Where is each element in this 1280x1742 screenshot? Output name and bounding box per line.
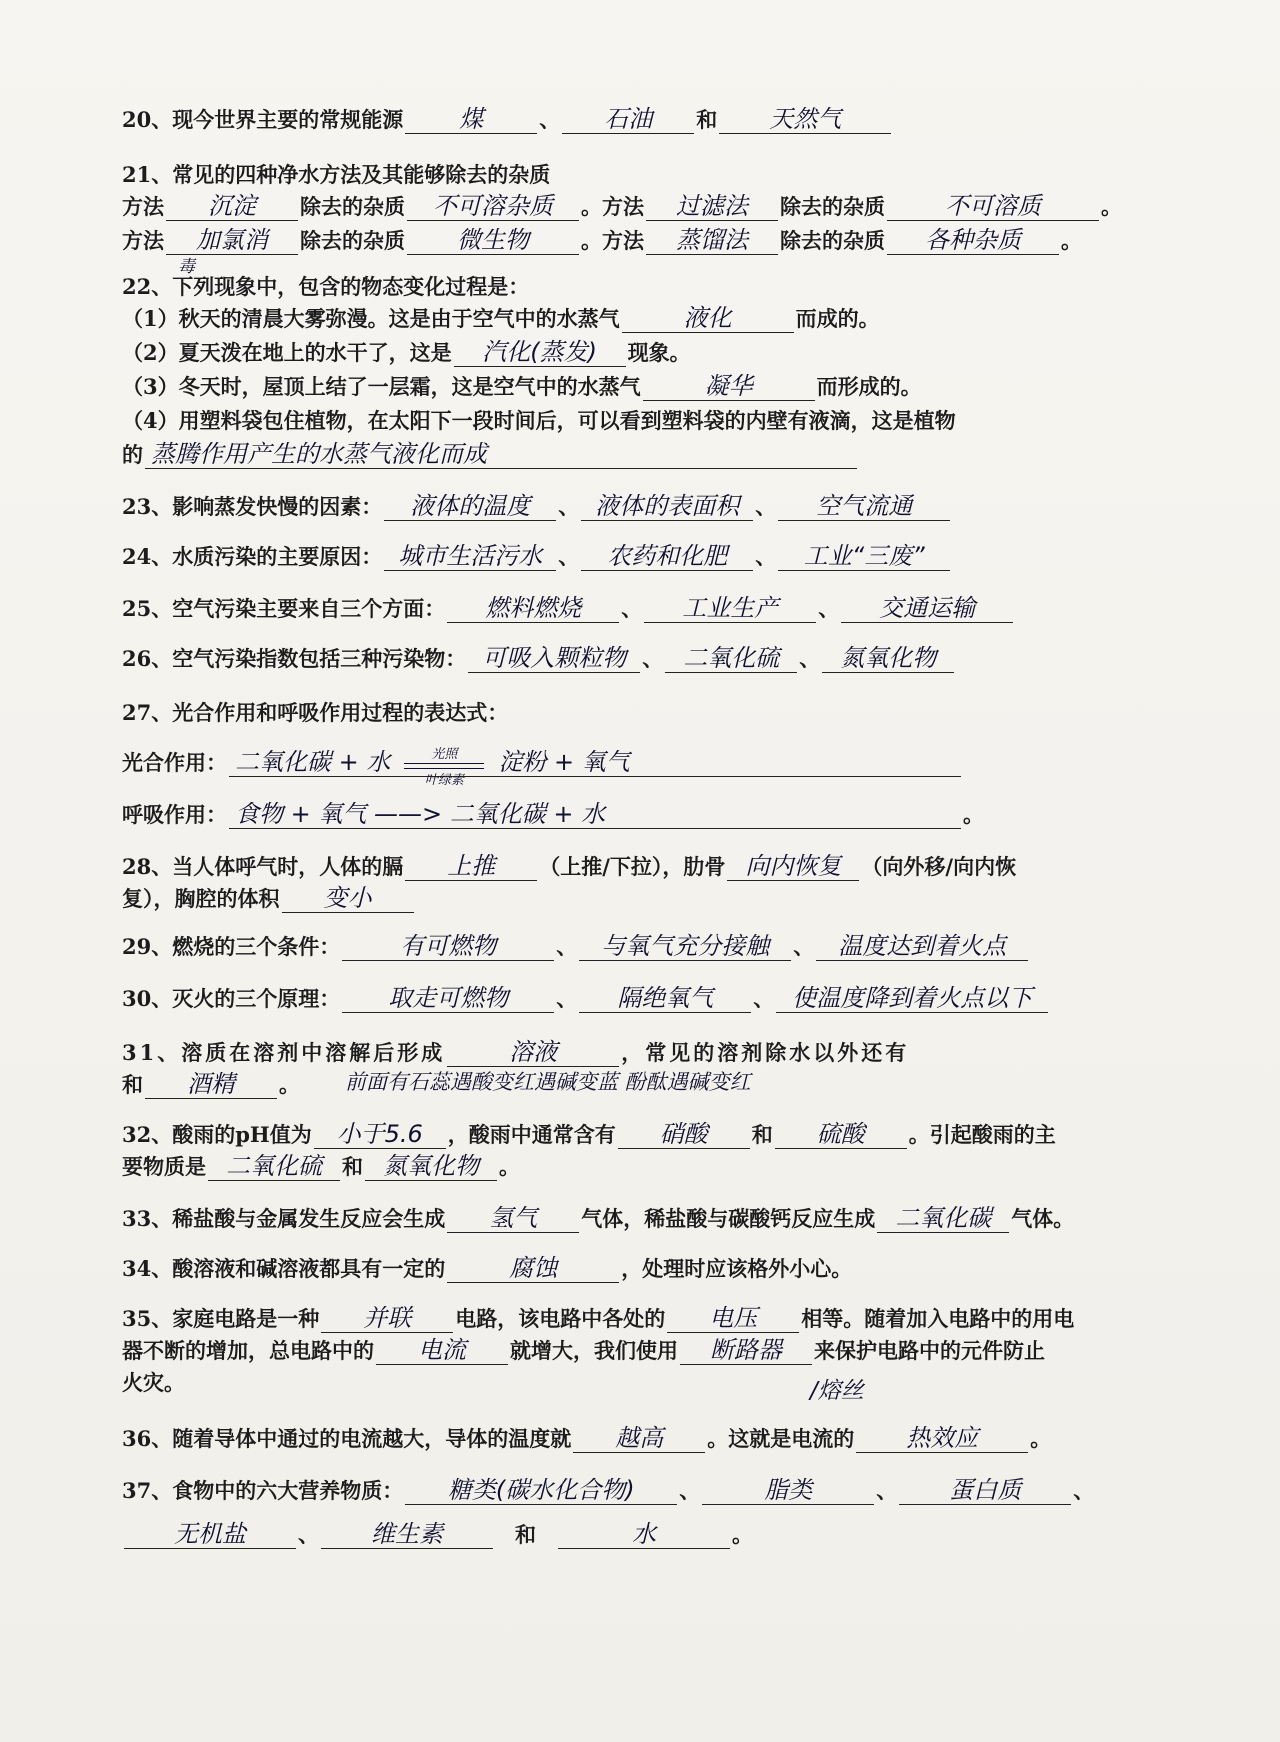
question-28-line2 xyxy=(122,884,1122,914)
question-20 xyxy=(122,105,1122,135)
question-22-part4: （4）用塑料袋包住植物，在太阳下一段时间后，可以看到塑料袋的内壁有液滴，这是植物 xyxy=(122,408,956,433)
answer-blank[interactable]: 小于5.6 xyxy=(314,1120,446,1149)
question-text: 要物质是 xyxy=(122,1154,206,1179)
answer-blank[interactable]: 隔绝氧气 xyxy=(579,984,751,1013)
answer-blank[interactable]: 维生素 xyxy=(321,1520,493,1549)
question-text: 34、酸溶液和碱溶液都具有一定的 xyxy=(122,1256,446,1281)
label: 除去的杂质 xyxy=(780,194,885,219)
handwritten-note: /熔丝 xyxy=(810,1378,864,1404)
question-27-photosynthesis xyxy=(122,747,1122,788)
answer-blank[interactable]: 水 xyxy=(558,1520,730,1549)
question-35-line3: 火灾。 xyxy=(122,1370,185,1395)
question-24: 24、水质污染的主要原因： 城市生活污水 、 农药和化肥 、 工业“三废” xyxy=(122,542,1122,572)
question-text: ，酸雨中通常含有 xyxy=(447,1122,616,1147)
question-25: 25、空气污染主要来自三个方面： 燃料燃烧 、 工业生产 、 交通运输 xyxy=(122,594,1122,624)
answer-blank[interactable]: 二氧化硫 xyxy=(665,644,797,673)
answer-blank[interactable]: 不可溶质 xyxy=(887,192,1099,221)
question-text: 23、影响蒸发快慢的因素： xyxy=(122,494,383,519)
question-26: 26、空气污染指数包括三种污染物： 可吸入颗粒物 、 二氧化硫 、 氮氧化物 xyxy=(122,644,1122,674)
answer-blank[interactable]: 溶液 xyxy=(447,1038,619,1067)
answer-blank[interactable]: 液体的温度 xyxy=(384,492,556,521)
answer-blank[interactable]: 不可溶杂质 xyxy=(407,192,579,221)
question-text: 29、燃烧的三个条件： xyxy=(122,934,341,959)
question-text: （上推/下拉），肋骨 xyxy=(539,854,726,879)
label: 方法 xyxy=(122,228,164,253)
question-text: 。 xyxy=(1030,1426,1052,1451)
question-31-line1 xyxy=(122,1038,1122,1068)
answer-blank[interactable]: 取走可燃物 xyxy=(342,984,554,1013)
answer-blank[interactable]: 二氧化碳 xyxy=(877,1204,1009,1233)
question-text: 37、食物中的六大营养物质： xyxy=(122,1478,404,1503)
question-22-part1 xyxy=(122,304,1122,334)
question-text: （3）冬天时，屋顶上结了一层霜，这是空气中的水蒸气 xyxy=(122,374,641,399)
answer-blank[interactable]: 城市生活污水 xyxy=(384,542,556,571)
answer-blank[interactable]: 工业“三废” xyxy=(778,542,950,571)
answer-blank[interactable]: 无机盐 xyxy=(124,1520,296,1549)
condition-top: 光照 xyxy=(431,747,458,762)
answer-blank[interactable]: 微生物 xyxy=(407,226,579,255)
handwritten-note: 毒 xyxy=(178,257,195,277)
answer-blank[interactable]: 煤 xyxy=(405,105,537,134)
equation-reactants: 二氧化碳 + 水 xyxy=(235,748,391,776)
question-22-title: 22、下列现象中，包含的物态变化过程是： xyxy=(122,274,530,299)
answer-blank[interactable] xyxy=(229,747,961,788)
question-text: ，处理时应该格外小心。 xyxy=(621,1256,853,1281)
question-text: 32、酸雨的pH值为 xyxy=(122,1122,312,1147)
answer-blank[interactable]: 糖类(碳水化合物) xyxy=(405,1476,677,1505)
question-28-line1 xyxy=(122,852,1122,882)
answer-blank[interactable]: 使温度降到着火点以下 xyxy=(776,984,1048,1013)
answer-blank[interactable]: 加氯消 xyxy=(166,226,298,255)
question-34 xyxy=(122,1254,1122,1284)
question-32-line2 xyxy=(122,1152,1122,1182)
question-21-title: 21、常见的四种净水方法及其能够除去的杂质 xyxy=(122,162,551,187)
question-27-respiration: 呼吸作用： 食物 + 氧气 ——> 二氧化碳 + 水 。 xyxy=(122,800,984,828)
answer-blank[interactable]: 脂类 xyxy=(702,1476,874,1505)
question-27-title: 27、光合作用和呼吸作用过程的表达式： xyxy=(122,700,509,725)
answer-blank[interactable]: 酒精 xyxy=(145,1070,277,1099)
question-text: 相等。随着加入电路中的用电 xyxy=(801,1306,1075,1331)
answer-blank[interactable]: 过滤法 xyxy=(646,192,778,221)
answer-blank[interactable]: 电流 xyxy=(376,1336,508,1365)
label: 除去的杂质 xyxy=(300,228,405,253)
answer-blank[interactable]: 温度达到着火点 xyxy=(816,932,1028,961)
answer-blank[interactable]: 并联 xyxy=(321,1304,453,1333)
question-text: 。这就是电流的 xyxy=(707,1426,855,1451)
question-text: 30、灭火的三个原理： xyxy=(122,986,341,1011)
answer-blank[interactable]: 二氧化硫 xyxy=(208,1152,340,1181)
answer-blank[interactable]: 交通运输 xyxy=(841,594,1013,623)
question-text: 31、溶质在溶剂中溶解后形成 xyxy=(122,1040,446,1065)
answer-blank[interactable]: 蛋白质 xyxy=(899,1476,1071,1505)
question-text: 气体。 xyxy=(1011,1206,1075,1231)
answer-blank[interactable]: 氮氧化物 xyxy=(365,1152,497,1181)
reaction-arrow xyxy=(404,747,484,788)
question-text: 33、稀盐酸与金属发生反应会生成 xyxy=(122,1206,446,1231)
question-22-part3 xyxy=(122,372,1122,402)
answer-blank[interactable]: 断路器 xyxy=(680,1336,812,1365)
question-text: 26、空气污染指数包括三种污染物： xyxy=(122,646,467,671)
question-text: 的 xyxy=(122,442,143,467)
answer-blank[interactable]: 燃料燃烧 xyxy=(447,594,619,623)
answer-blank[interactable]: 与氧气充分接触 xyxy=(579,932,791,961)
question-text: （1）秋天的清晨大雾弥漫。这是由于空气中的水蒸气 xyxy=(122,306,620,331)
label: 除去的杂质 xyxy=(300,194,405,219)
question-23: 23、影响蒸发快慢的因素： 液体的温度 、 液体的表面积 、 空气流通 xyxy=(122,492,1122,522)
question-21-row1: 方法 沉淀 除去的杂质 不可溶杂质 。方法 过滤法 除去的杂质 不可溶质 。 xyxy=(122,192,1122,220)
question-text: （向外移/向内恢 xyxy=(861,854,1017,879)
answer-blank[interactable]: 各种杂质 xyxy=(887,226,1059,255)
question-37-line2: 无机盐 、 维生素 和 水 。 xyxy=(122,1520,1122,1550)
question-text: 25、空气污染主要来自三个方面： xyxy=(122,596,446,621)
question-text: 35、家庭电路是一种 xyxy=(122,1306,320,1331)
answer-blank[interactable]: 可吸入颗粒物 xyxy=(468,644,640,673)
answer-blank[interactable]: 食物 + 氧气 ——> 二氧化碳 + 水 xyxy=(229,800,961,829)
answer-blank[interactable]: 石油 xyxy=(562,105,694,134)
question-text: 。 xyxy=(279,1072,300,1097)
answer-blank[interactable]: 向内恢复 xyxy=(727,852,859,881)
question-text: 36、随着导体中通过的电流越大，导体的温度就 xyxy=(122,1426,572,1451)
answer-blank[interactable]: 汽化(蒸发) xyxy=(454,338,626,367)
answer-blank[interactable]: 蒸腾作用产生的水蒸气液化而成 xyxy=(145,440,857,469)
answer-blank[interactable]: 越高 xyxy=(573,1424,705,1453)
question-32-line1 xyxy=(122,1120,1122,1150)
answer-blank[interactable]: 液化 xyxy=(622,304,794,333)
question-22-part2 xyxy=(122,338,1122,368)
question-text: 和 xyxy=(122,1072,143,1097)
connector: 和 xyxy=(515,1522,536,1547)
answer-blank[interactable]: 硝酸 xyxy=(618,1120,750,1149)
question-text: 而成的。 xyxy=(795,306,880,331)
connector: 和 xyxy=(696,107,718,132)
question-35-line1 xyxy=(122,1304,1122,1334)
answer-blank[interactable]: 氮氧化物 xyxy=(822,644,954,673)
question-29: 29、燃烧的三个条件： 有可燃物 、 与氧气充分接触 、 温度达到着火点 xyxy=(122,932,1122,962)
question-text: （2）夏天泼在地上的水干了，这是 xyxy=(122,340,452,365)
question-text: 复），胸腔的体积 xyxy=(122,886,280,911)
question-33 xyxy=(122,1204,1122,1234)
question-text: 来保护电路中的元件防止 xyxy=(814,1338,1045,1363)
answer-blank[interactable]: 农药和化肥 xyxy=(581,542,753,571)
answer-blank[interactable]: 蒸馏法 xyxy=(646,226,778,255)
question-text: 24、水质污染的主要原因： xyxy=(122,544,383,569)
question-text: 现象。 xyxy=(627,340,691,365)
answer-blank[interactable]: 上推 xyxy=(405,852,537,881)
question-text: ，常见的溶剂除水以外还有 xyxy=(621,1040,910,1065)
answer-blank[interactable]: 硫酸 xyxy=(775,1120,907,1149)
answer-blank[interactable]: 液体的表面积 xyxy=(581,492,753,521)
answer-blank[interactable]: 沉淀 xyxy=(166,192,298,221)
label: 方法 xyxy=(122,194,164,219)
label: 呼吸作用： xyxy=(122,802,227,827)
question-text: 就增大，我们使用 xyxy=(510,1338,678,1363)
label: 光合作用： xyxy=(122,750,227,775)
answer-blank[interactable]: 电压 xyxy=(667,1304,799,1333)
separator: 、 xyxy=(539,107,561,132)
question-36 xyxy=(122,1424,1122,1454)
connector: 和 xyxy=(342,1154,363,1179)
question-35-line2 xyxy=(122,1336,1122,1366)
answer-blank[interactable]: 工业生产 xyxy=(644,594,816,623)
answer-blank[interactable]: 热效应 xyxy=(856,1424,1028,1453)
question-22-part4-line2 xyxy=(122,440,1122,470)
connector: 和 xyxy=(751,1122,773,1147)
equation-products: 淀粉 + 氧气 xyxy=(498,748,630,776)
condition-bottom: 叶绿素 xyxy=(424,773,464,788)
answer-blank[interactable]: 氢气 xyxy=(447,1204,579,1233)
question-text: 电路，该电路中各处的 xyxy=(455,1306,666,1331)
question-37-line1: 37、食物中的六大营养物质： 糖类(碳水化合物) 、 脂类 、 蛋白质 、 xyxy=(122,1476,1095,1504)
question-text: 20、现今世界主要的常规能源 xyxy=(122,107,404,132)
answer-blank[interactable]: 空气流通 xyxy=(778,492,950,521)
question-text: 。 xyxy=(499,1154,520,1179)
question-text: 器不断的增加，总电路中的 xyxy=(122,1338,374,1363)
handwritten-note: 前面有石蕊遇酸变红遇碱变蓝 酚酞遇碱变红 xyxy=(345,1070,751,1094)
question-text: 。引起酸雨的主 xyxy=(908,1122,1056,1147)
label: 方法 xyxy=(602,194,644,219)
question-30: 30、灭火的三个原理： 取走可燃物 、 隔绝氧气 、 使温度降到着火点以下 xyxy=(122,984,1122,1014)
answer-blank[interactable]: 天然气 xyxy=(719,105,891,134)
question-text: 而形成的。 xyxy=(816,374,922,399)
answer-blank[interactable]: 有可燃物 xyxy=(342,932,554,961)
question-text: 28、当人体呼气时，人体的膈 xyxy=(122,854,404,879)
question-text: 气体，稀盐酸与碳酸钙反应生成 xyxy=(581,1206,876,1231)
answer-blank[interactable]: 凝华 xyxy=(643,372,815,401)
answer-blank[interactable]: 变小 xyxy=(282,884,414,913)
question-21-row2: 方法 加氯消 除去的杂质 微生物 。方法 蒸馏法 除去的杂质 各种杂质 。 xyxy=(122,226,1082,254)
label: 除去的杂质 xyxy=(780,228,885,253)
answer-blank[interactable]: 腐蚀 xyxy=(447,1254,619,1283)
